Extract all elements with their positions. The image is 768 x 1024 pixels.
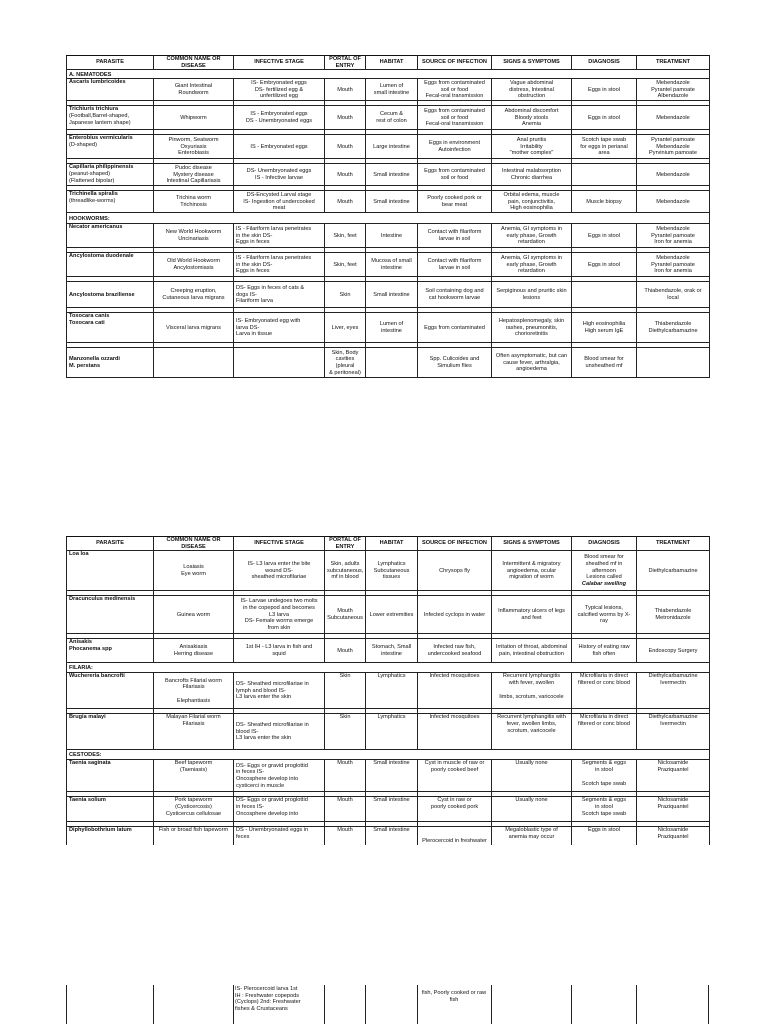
parasite-name: Manzonella ozzardi M. perstans — [69, 356, 120, 369]
common-name-cell: Anisakiasis Herring disease — [154, 639, 234, 663]
treatment-cell: Endoscopy Surgery — [637, 639, 710, 663]
parasite-desc: (peanut-shaped) (Flattened bipolar) — [69, 171, 115, 184]
habitat-cell: Small intestine — [366, 164, 418, 186]
portal-cell: Mouth — [325, 797, 366, 822]
parasite-cell — [67, 282, 154, 308]
table-row — [67, 191, 710, 213]
signs-cell: Anemia, GI symptoms in early phase, Growth retardation — [492, 253, 572, 277]
common-name-cell: Pudoc disease Mystery disease Intestinal Capillariasis — [154, 164, 234, 186]
section-label-filaria: FILARIA: — [67, 663, 710, 673]
source-cell: Infected raw fish, undercooked seafood — [418, 639, 492, 663]
parasite-name: Taenia saginata — [69, 760, 111, 767]
source-cell: Spp. Culicoides and Simulium flies — [418, 348, 492, 378]
habitat-cell: Intestine — [366, 224, 418, 248]
parasite-desc: (threadlike-worms) — [69, 198, 116, 205]
portal-cell: Mouth — [325, 827, 366, 845]
table-continuation — [66, 985, 709, 1024]
col-header: SOURCE OF INFECTION — [418, 56, 492, 70]
diagnosis-cell: Segments & eggs in stool Scotch tape swab — [572, 760, 637, 792]
source-cell: Infected mosquitoes — [418, 673, 492, 709]
infective-stage-cell: DS- Sheathed microfilariae in blood IS- L3 larva enter the skin — [234, 714, 325, 750]
table-row — [67, 253, 710, 277]
treatment-cell: Thiabendazole Diethylcarbamazine — [637, 313, 710, 343]
col-header: TREATMENT — [637, 537, 710, 551]
parasite-name: Taenia solium — [69, 797, 106, 804]
table-row — [67, 714, 710, 750]
habitat-cell: Lower extremities — [366, 596, 418, 634]
col-header: HABITAT — [366, 56, 418, 70]
parasite-cell — [67, 551, 154, 591]
infective-stage-cell: DS- Eggs or gravid proglottid in feces IS- Oncosphere develop into — [234, 797, 325, 822]
portal-cell: Mouth — [325, 164, 366, 186]
common-name-cell: Trichina worm Trichinosis — [154, 191, 234, 213]
source-cell: Eggs from contaminated soil or food — [418, 164, 492, 186]
parasite-name: Ancylostoma braziliense — [69, 291, 135, 298]
infective-stage-cell: IS - Embryonated eggs — [234, 135, 325, 159]
parasite-cell — [67, 596, 154, 634]
common-name-cell: Bancrofts Filarial worm Filariasis Elephantiasis — [154, 673, 234, 709]
habitat-cell: Small intestine — [366, 760, 418, 792]
portal-cell: Skin, feet — [325, 224, 366, 248]
table-row — [67, 348, 710, 378]
common-name-cell: Visceral larva migrans — [154, 313, 234, 343]
source-cell: Eggs from contaminated — [418, 313, 492, 343]
parasite-cell — [67, 224, 154, 248]
diagnosis-cell: Muscle biopsy — [572, 191, 637, 213]
signs-cell: Megaloblastic type of anemia may occur — [492, 827, 572, 845]
col-header: SIGNS & SYMPTOMS — [492, 56, 572, 70]
source-cell: Eggs from contaminated soil or food Fecal-oral transmission — [418, 79, 492, 101]
table-row — [67, 282, 710, 308]
parasite-name: Trichiuris trichiura — [69, 106, 119, 113]
signs-cell: Orbital edema, muscle pain, conjunctivitis, High eosinophilia — [492, 191, 572, 213]
habitat-cell — [366, 348, 418, 378]
table-header-row — [67, 56, 710, 70]
signs-cell: Intestinal malabsorption Chronic diarrhea — [492, 164, 572, 186]
common-name-cell: Beef tapeworm (Taeniasis) — [154, 760, 234, 792]
parasite-name: Ascaris lumbricoides — [69, 79, 126, 86]
source-cell: Soil containing dog and cat hookworm larvae — [418, 282, 492, 308]
common-name-cell: Creeping eruption, Cutaneous larva migrans — [154, 282, 234, 308]
source-cell: Infected cyclops in water — [418, 596, 492, 634]
parasite-cell — [67, 827, 154, 845]
col-header: PARASITE — [67, 56, 154, 70]
table-row — [67, 79, 710, 101]
source-cell: Eggs in environment Autoinfection — [418, 135, 492, 159]
col-header: DIAGNOSIS — [572, 56, 637, 70]
table-row — [67, 135, 710, 159]
continuation-infective-stage: IS- Plerocercoid larva 1st IH : Freshwater copepods (Cyclops) 2nd: Freshwater fishes & Crustaceans — [235, 986, 301, 1013]
treatment-cell: Diethylcarbamazine Ivermectin — [637, 714, 710, 750]
source-cell: Cyst in raw or poorly cooked pork — [418, 797, 492, 822]
source-cell: Infected mosquitoes — [418, 714, 492, 750]
portal-cell: Skin, feet — [325, 253, 366, 277]
signs-cell: Serpiginous and pruritic skin lesions — [492, 282, 572, 308]
parasite-table-2 — [66, 536, 710, 845]
col-header: PORTAL OF ENTRY — [325, 537, 366, 551]
continuation-source: fish, Poorly cooked or raw fish — [421, 990, 487, 1003]
col-header: SOURCE OF INFECTION — [418, 537, 492, 551]
infective-stage-cell: 1st IH - L3 larva in fish and squid — [234, 639, 325, 663]
infective-stage-cell: IS- L3 larva enter the bite wound DS- sheathed microfilariae — [234, 551, 325, 591]
habitat-cell: Mucosa of small intestine — [366, 253, 418, 277]
section-row — [67, 70, 710, 79]
source-cell: Contact with filariform larvae in soil — [418, 224, 492, 248]
diagnosis-cell: Typical lesions, calcified worms by X- ray — [572, 596, 637, 634]
infective-stage-cell: IS- Embryonated egg with larva DS- Larva in tissue — [234, 313, 325, 343]
parasite-name: Diphyllobothrium latum — [69, 827, 132, 834]
col-header: INFECTIVE STAGE — [234, 537, 325, 551]
habitat-cell: Lumen of intestine — [366, 313, 418, 343]
parasite-name: Ancylostoma duodenale — [69, 253, 134, 260]
treatment-cell: Mebendazole Pyrantel pamoate Iron for anemia — [637, 253, 710, 277]
treatment-cell: Thiabendazole, orak or local — [637, 282, 710, 308]
diagnosis-cell: History of eating raw fish often — [572, 639, 637, 663]
diagnosis-cell: Eggs in stool — [572, 79, 637, 101]
portal-cell: Mouth — [325, 106, 366, 130]
parasite-cell — [67, 673, 154, 709]
parasite-name: Brugia malayi — [69, 714, 106, 721]
infective-stage-cell: DS - Unembryonated eggs in feces — [234, 827, 325, 845]
signs-cell: Recurrent lymphangitis with fever, swollen limbs, scrotum, varicocele — [492, 714, 572, 750]
parasite-cell — [67, 714, 154, 750]
parasite-name: Loa loa — [69, 551, 89, 558]
infective-stage-cell: IS- Embryonated eggs DS- fertilized egg & unfertilized egg — [234, 79, 325, 101]
treatment-cell: Mebendazole Pyrantel pamoate Albendazole — [637, 79, 710, 101]
signs-cell: Recurrent lymphangitis with fever, swollen limbs, scrotum, varicocele — [492, 673, 572, 709]
section-label-nematodes: A. NEMATODES — [67, 70, 710, 79]
parasite-name: Wuchereria bancrofti — [69, 673, 125, 680]
table-row — [67, 106, 710, 130]
infective-stage-cell — [234, 348, 325, 378]
section-label-hookworms: HOOKWORMS: — [67, 213, 710, 224]
signs-cell: Intermittent & migratory angioedema, ocular migration of worm — [492, 551, 572, 591]
common-name-cell: Guinea worm — [154, 596, 234, 634]
infective-stage-cell: IS - Filariform larva penetrates in the skin DS- Eggs in feces — [234, 253, 325, 277]
diagnosis-cell: Eggs in stool — [572, 224, 637, 248]
signs-cell: Inflammatory ulcers of legs and feet — [492, 596, 572, 634]
habitat-cell: Small intestine — [366, 827, 418, 845]
parasite-name: Anisakis Phocanema spp — [69, 639, 112, 653]
signs-cell: Often asymptomatic, but can cause fever, arthralgia, angioedema — [492, 348, 572, 378]
signs-cell: Usually none — [492, 797, 572, 822]
parasite-desc: (D-shaped) — [69, 142, 97, 149]
habitat-cell: Lymphatics — [366, 714, 418, 750]
treatment-cell: Niclosamide Praziquantel — [637, 827, 710, 845]
parasite-cell — [67, 797, 154, 822]
parasite-name: Enterobius vermicularis — [69, 135, 133, 142]
col-header: DIAGNOSIS — [572, 537, 637, 551]
portal-cell: Mouth Subcutaneous — [325, 596, 366, 634]
portal-cell: Skin — [325, 714, 366, 750]
portal-cell: Skin, adults subcutaneous, mf in blood — [325, 551, 366, 591]
treatment-cell: Mebendazole — [637, 164, 710, 186]
source-cell: Cyst in muscle of raw or poorly cooked beef — [418, 760, 492, 792]
common-name-cell: Pinworm, Seatworm Oxyuriasis Enterobiasis — [154, 135, 234, 159]
parasite-cell — [67, 79, 154, 101]
infective-stage-cell: IS- Larvae undegoes two molts in the copepod and becomes L3 larva DS- Female worms emerge from skin — [234, 596, 325, 634]
signs-cell: Abdominal discomfort Bloody stools Anemia — [492, 106, 572, 130]
common-name-cell: Loaiasis Eye worm — [154, 551, 234, 591]
table-row — [67, 673, 710, 709]
treatment-cell: Diethylcarbamazine Ivermectin — [637, 673, 710, 709]
diagnosis-text: Blood smear for sheathed mf in afternoon Lesions called — [584, 554, 624, 581]
parasite-desc: (Football,Barrel-shaped, Japanese lantern shape) — [69, 113, 131, 126]
common-name-cell: Malayan Filarial worm Filariasis — [154, 714, 234, 750]
diagnosis-cell — [572, 164, 637, 186]
table-row — [67, 164, 710, 186]
col-header: INFECTIVE STAGE — [234, 56, 325, 70]
table-row — [67, 313, 710, 343]
parasite-cell — [67, 253, 154, 277]
common-name-cell: Old World Hookworm Ancylostomiasis — [154, 253, 234, 277]
table-row — [67, 760, 710, 792]
portal-cell: Mouth — [325, 79, 366, 101]
infective-stage-cell: IS - Filariform larva penetrates in the skin DS- Eggs in feces — [234, 224, 325, 248]
parasite-cell — [67, 164, 154, 186]
infective-stage-cell: IS - Embryonated eggs DS - Unembryonated eggs — [234, 106, 325, 130]
habitat-cell: Small intestine — [366, 797, 418, 822]
signs-cell: Usually none — [492, 760, 572, 792]
treatment-cell — [637, 348, 710, 378]
common-name-cell: Pork tapeworm (Cysticercosis) Cysticercus cellulosae — [154, 797, 234, 822]
portal-cell: Liver, eyes — [325, 313, 366, 343]
col-header: PORTAL OF ENTRY — [325, 56, 366, 70]
habitat-cell: Small intestine — [366, 191, 418, 213]
section-row — [67, 663, 710, 673]
parasite-table-1 — [66, 55, 710, 378]
treatment-cell: Pyrantel pamoate Mebendazole Pyrvinium pamoate — [637, 135, 710, 159]
source-cell: Chrysops fly — [418, 551, 492, 591]
parasite-cell — [67, 135, 154, 159]
parasite-cell — [67, 191, 154, 213]
treatment-cell: Mebendazole — [637, 106, 710, 130]
col-header: PARASITE — [67, 537, 154, 551]
common-name-cell: Giant Intestinal Roundworm — [154, 79, 234, 101]
treatment-cell: Niclosamide Praziquantel — [637, 760, 710, 792]
habitat-cell: Stomach, Small intestine — [366, 639, 418, 663]
portal-cell: Mouth — [325, 760, 366, 792]
col-header: HABITAT — [366, 537, 418, 551]
signs-cell: Irritation of throat, abdominal pain, intestinal obstruction — [492, 639, 572, 663]
parasite-cell — [67, 106, 154, 130]
source-cell: Contact with filariform larvae in soil — [418, 253, 492, 277]
table-row — [67, 827, 710, 845]
treatment-cell: Thiabendazole Metronidazole — [637, 596, 710, 634]
table-row — [67, 797, 710, 822]
parasite-cell — [67, 760, 154, 792]
section-row — [67, 213, 710, 224]
common-name-cell: Whipworm — [154, 106, 234, 130]
infective-stage-cell: DS- Eggs or gravid proglottid in feces IS- Oncosphere develop into cysticerci in muscle — [234, 760, 325, 792]
treatment-cell: Niclosamide Praziquantel — [637, 797, 710, 822]
parasite-name: Toxocara canis Toxocara cati — [69, 313, 110, 327]
portal-cell: Mouth — [325, 135, 366, 159]
portal-cell: Skin — [325, 673, 366, 709]
col-header: COMMON NAME OR DISEASE — [154, 537, 234, 551]
parasite-name: Trichinella spiralis — [69, 191, 118, 198]
habitat-cell: Cecum & rest of colon — [366, 106, 418, 130]
treatment-cell: Diethylcarbamazine — [637, 551, 710, 591]
table-row — [67, 639, 710, 663]
treatment-cell: Mebendazole — [637, 191, 710, 213]
section-label-cestodes: CESTODES: — [67, 750, 710, 760]
parasite-name: Dracunculus medinensis — [69, 596, 136, 603]
table-header-row — [67, 537, 710, 551]
common-name-cell — [154, 348, 234, 378]
portal-cell: Skin, Body cavities (pleural & peritoneal) — [325, 348, 366, 378]
portal-cell: Skin — [325, 282, 366, 308]
diagnosis-emphasis: Calabar swelling — [581, 580, 627, 587]
habitat-cell: Large intestine — [366, 135, 418, 159]
infective-stage-cell: DS- Eggs in feces of cats & dogs IS- Filariform larva — [234, 282, 325, 308]
signs-cell: Hepatosplenomegaly, skin rashes, pneumonitis, chorioretinitis — [492, 313, 572, 343]
source-cell: Eggs from contaminated soil or food Fecal-oral transmission — [418, 106, 492, 130]
common-name-cell: Fish or broad fish tapeworm — [154, 827, 234, 845]
habitat-cell: Lymphatics Subcutaneous tissues — [366, 551, 418, 591]
source-cell: Plerocercoid in freshwater — [418, 827, 492, 845]
diagnosis-cell — [572, 551, 637, 591]
col-header: TREATMENT — [637, 56, 710, 70]
habitat-cell: Lumen of small intestine — [366, 79, 418, 101]
habitat-cell: Small intestine — [366, 282, 418, 308]
diagnosis-cell: Microfilaria in direct filtered or conc blood — [572, 714, 637, 750]
signs-cell: Anemia, GI symptoms in early phase, Growth retardation — [492, 224, 572, 248]
table-row — [67, 224, 710, 248]
treatment-cell: Mebendazole Pyrantel pamoate Iron for anemia — [637, 224, 710, 248]
parasite-cell — [67, 348, 154, 378]
diagnosis-cell: Microfilaria in direct filtered or conc blood — [572, 673, 637, 709]
habitat-cell: Lymphatics — [366, 673, 418, 709]
table-row — [67, 551, 710, 591]
signs-cell: Anal pruritis Irritability "mother complex" — [492, 135, 572, 159]
col-header: COMMON NAME OR DISEASE — [154, 56, 234, 70]
diagnosis-cell: High eosinophilia High serum IgE — [572, 313, 637, 343]
diagnosis-cell — [572, 282, 637, 308]
portal-cell: Mouth — [325, 191, 366, 213]
parasite-cell — [67, 313, 154, 343]
portal-cell: Mouth — [325, 639, 366, 663]
infective-stage-cell: DS-Encysted Larval stage IS- Ingestion of undercooked meat — [234, 191, 325, 213]
table-row — [67, 596, 710, 634]
source-cell: Poorly cooked pork or bear meat — [418, 191, 492, 213]
parasite-cell — [67, 639, 154, 663]
diagnosis-cell: Segments & eggs in stool Scotch tape swab — [572, 797, 637, 822]
signs-cell: Vague abdominal distress, Intestinal obstruction — [492, 79, 572, 101]
common-name-cell: New World Hookworm Uncinariasis — [154, 224, 234, 248]
infective-stage-cell: DS- Unembryonated eggs IS - Infective larvae — [234, 164, 325, 186]
parasite-name: Capillaria philippinensis — [69, 164, 134, 171]
col-header: SIGNS & SYMPTOMS — [492, 537, 572, 551]
section-row — [67, 750, 710, 760]
diagnosis-cell: Eggs in stool — [572, 827, 637, 845]
diagnosis-cell: Eggs in stool — [572, 106, 637, 130]
infective-stage-cell: DS- Sheathed microfilariae in lymph and blood IS- L3 larva enter the skin — [234, 673, 325, 709]
diagnosis-cell: Scotch tape swab for eggs in perianal area — [572, 135, 637, 159]
diagnosis-cell: Eggs in stool — [572, 253, 637, 277]
parasite-name: Necator americanus — [69, 224, 123, 231]
diagnosis-cell: Blood smear for unsheathed mf — [572, 348, 637, 378]
